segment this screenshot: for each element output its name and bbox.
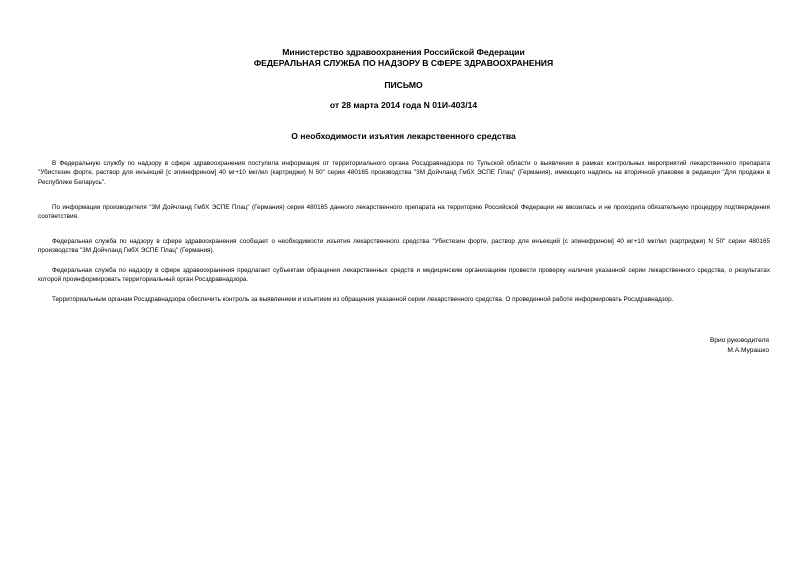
body-paragraph-5: Территориальным органам Росздравнадзора обеспечить контроль за выявлением и изъятием из обращения указанной серии лекарственного средства. О проведенной работе информировать Росздравнадзор. xyxy=(52,296,674,303)
letter-date-number: от 28 марта 2014 года N 01И-403/14 xyxy=(329,100,478,110)
signatory-position: Врио руководителя xyxy=(709,337,769,344)
body-paragraph-4: Федеральная служба по надзору в сфере здравоохранения предлагает субъектам обращения лекарственных средств и медицинским организациям провести проверку наличия указанной серии лекарственного средства, о результатах которой проинформировать территориальный орган Росздравнадзора. xyxy=(38,267,770,284)
body-paragraph-2: По информации производителя "3М Дойчланд ГмбХ ЭСПЕ Плац" (Германия) серия 480165 данного лекарственного препарата на территорию Российской Федерации не ввозилась и не проходила обязательную процедуру подтверждения соответствия. xyxy=(38,204,770,221)
body-paragraph-1: В Федеральную службу по надзору в сфере здравоохранения поступила информация от территориального органа Росздравнадзора по Тульской области о выявлении в рамках контрольных мероприятий лекарственного препарата "Убистезин форте, раствор для инъекций [с эпинефрином] 40 мг+10 мкг/мл (картриджи) N 50" серии 480165 производства "3М Дойчланд ГмбХ ЭСПЕ Плац" (Германия), имеющего надпись на вторичной упаковке в редакции "Для продажи в Республике Беларусь". xyxy=(38,160,770,186)
document-header xyxy=(0,47,807,69)
body-paragraph-3: Федеральная служба по надзору в сфере здравоохранения сообщает о необходимости изъятия лекарственного средства "Убистезин форте, раствор для инъекций [с эпинефрином] 40 мг+10 мкг/мл (картриджи) N 50" серии 480165 производства "3М Дойчланд ГмбХ ЭСПЕ Плац" (Германия). xyxy=(38,238,770,255)
signature-block xyxy=(710,336,769,356)
document-type: ПИСЬМО xyxy=(384,80,423,90)
service-name: ФЕДЕРАЛЬНАЯ СЛУЖБА ПО НАДЗОРУ В СФЕРЕ ЗДРАВООХРАНЕНИЯ xyxy=(253,58,554,68)
letter-subject: О необходимости изъятия лекарственного средства xyxy=(291,131,516,141)
ministry-name: Министерство здравоохранения Российской Федерации xyxy=(282,47,525,57)
signatory-name: М.А.Мурашко xyxy=(727,347,769,354)
